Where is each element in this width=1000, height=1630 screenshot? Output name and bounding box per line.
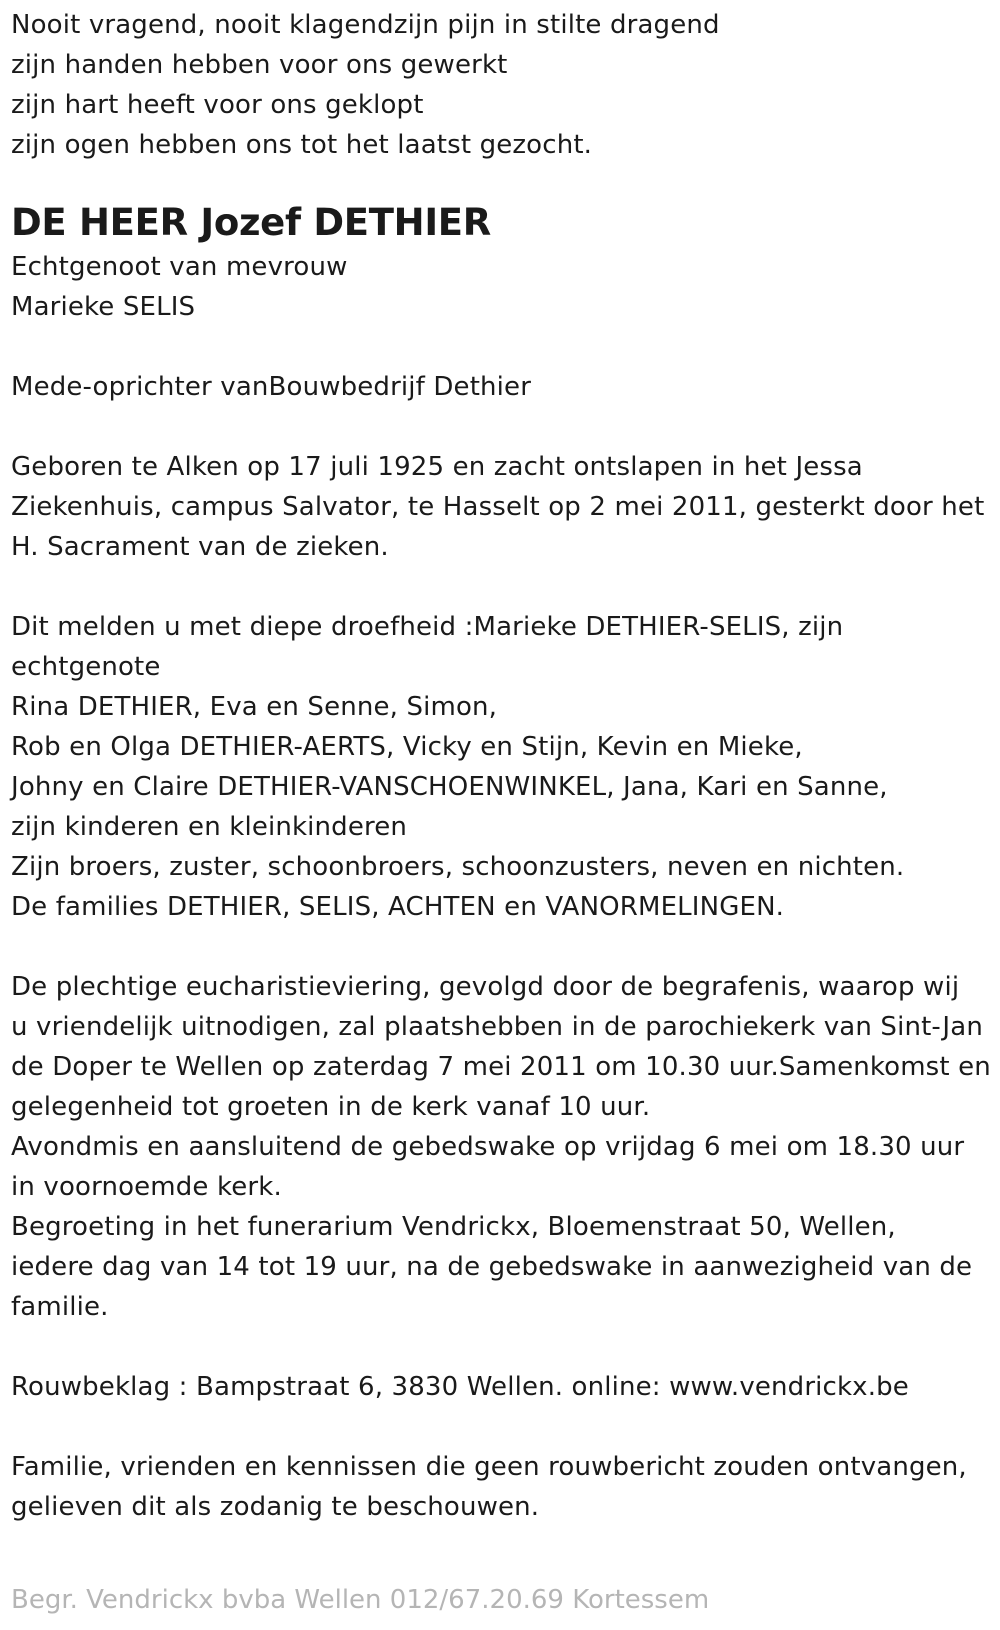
text-line: H. Sacrament van de zieken.: [11, 532, 389, 562]
condolence-line: Rouwbeklag : Bampstraat 6, 3830 Wellen. online: www.vendrickx.be: [11, 1372, 909, 1402]
text-line: Zijn broers, zuster, schoonbroers, schoonzusters, neven en nichten.: [11, 852, 905, 882]
text-line: Avondmis en aansluitend de gebedswake op vrijdag 6 mei om 18.30 uur: [11, 1132, 965, 1162]
text-line: Dit melden u met diepe droefheid :Marieke DETHIER-SELIS, zijn: [11, 612, 844, 642]
poem-line: zijn ogen hebben ons tot het laatst gezocht.: [11, 130, 593, 160]
text-line: de Doper te Wellen op zaterdag 7 mei 2011 om 10.30 uur.Samenkomst en: [11, 1052, 991, 1082]
text-line: Rob en Olga DETHIER-AERTS, Vicky en Stijn, Kevin en Mieke,: [11, 732, 803, 762]
text-line: familie.: [11, 1292, 109, 1322]
text-line: Johny en Claire DETHIER-VANSCHOENWINKEL, Jana, Kari en Sanne,: [11, 772, 888, 802]
text-line: echtgenote: [11, 652, 161, 682]
ceremony-paragraph: [11, 967, 996, 1327]
poem-line: zijn hart heeft voor ons geklopt: [11, 90, 424, 120]
poem-line: Nooit vragend, nooit klagendzijn pijn in stilte dragend: [11, 10, 720, 40]
text-line: gelegenheid tot groeten in de kerk vanaf 10 uur.: [11, 1092, 651, 1122]
notice-paragraph: [11, 1447, 996, 1527]
text-line: Geboren te Alken op 17 juli 1925 en zacht ontslapen in het Jessa: [11, 452, 863, 482]
family-paragraph: [11, 607, 996, 927]
text-line: Rina DETHIER, Eva en Senne, Simon,: [11, 692, 498, 722]
text-line: zijn kinderen en kleinkinderen: [11, 812, 408, 842]
spouse-line: Marieke SELIS: [11, 292, 196, 322]
text-line: Familie, vrienden en kennissen die geen rouwbericht zouden ontvangen,: [11, 1452, 967, 1482]
text-line: gelieven dit als zodanig te beschouwen.: [11, 1492, 540, 1522]
text-line: De plechtige eucharistieviering, gevolgd door de begrafenis, waarop wij: [11, 972, 960, 1002]
poem-line: zijn handen hebben voor ons gewerkt: [11, 50, 508, 80]
text-line: in voornoemde kerk.: [11, 1172, 282, 1202]
spouse-section: [11, 247, 996, 327]
spouse-line: Echtgenoot van mevrouw: [11, 252, 348, 282]
poem: [11, 5, 996, 165]
text-line: u vriendelijk uitnodigen, zal plaatshebben in de parochiekerk van Sint-Jan: [11, 1012, 983, 1042]
obituary-document: [11, 0, 996, 1527]
birth-death-paragraph: [11, 447, 996, 567]
text-line: Begroeting in het funerarium Vendrickx, Bloemenstraat 50, Wellen,: [11, 1212, 896, 1242]
deceased-name: DE HEER Jozef DETHIER: [11, 201, 491, 244]
text-line: De families DETHIER, SELIS, ACHTEN en VANORMELINGEN.: [11, 892, 785, 922]
funeral-home-footer: Begr. Vendrickx bvba Wellen 012/67.20.69 Kortessem: [11, 1585, 710, 1615]
role-line: Mede-oprichter vanBouwbedrijf Dethier: [11, 372, 532, 402]
text-line: Ziekenhuis, campus Salvator, te Hasselt op 2 mei 2011, gesterkt door het: [11, 492, 985, 522]
text-line: iedere dag van 14 tot 19 uur, na de gebedswake in aanwezigheid van de: [11, 1252, 973, 1282]
